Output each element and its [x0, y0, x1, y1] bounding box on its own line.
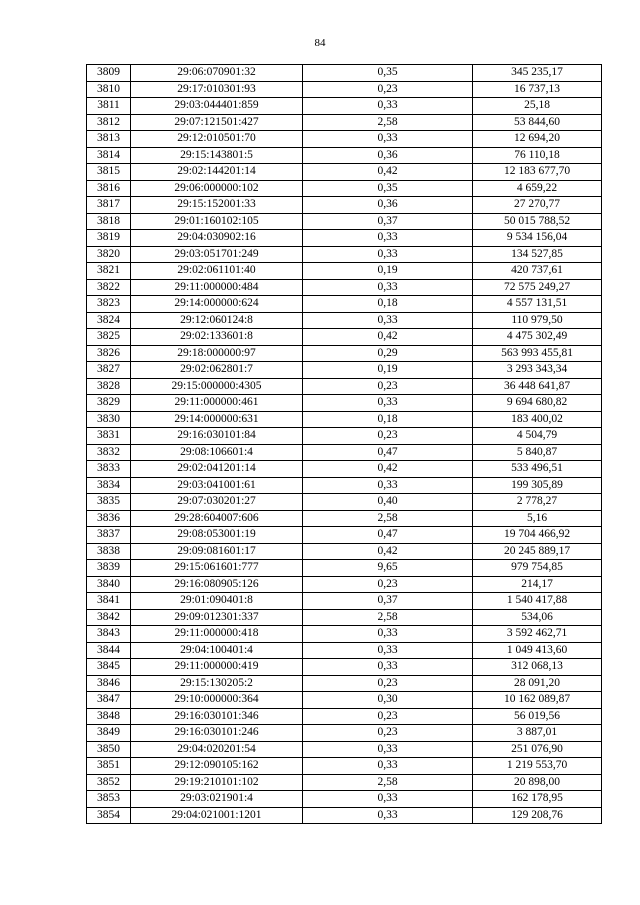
value-cell: 345 235,17	[473, 65, 602, 82]
row-number-cell: 3816	[87, 180, 131, 197]
table-row	[87, 345, 602, 362]
row-number-cell: 3828	[87, 378, 131, 395]
cadastral-number-cell: 29:02:144201:14	[131, 164, 303, 181]
table-row	[87, 510, 602, 527]
rate-cell: 0,33	[303, 312, 473, 329]
cadastral-number-cell: 29:01:160102:105	[131, 213, 303, 230]
table-row	[87, 659, 602, 676]
rate-cell: 2,58	[303, 114, 473, 131]
row-number-cell: 3817	[87, 197, 131, 214]
cadastral-number-cell: 29:04:030902:16	[131, 230, 303, 247]
cadastral-number-cell: 29:07:121501:427	[131, 114, 303, 131]
table-row	[87, 527, 602, 544]
rate-cell: 0,33	[303, 279, 473, 296]
row-number-cell: 3810	[87, 81, 131, 98]
cadastral-number-cell: 29:11:000000:461	[131, 395, 303, 412]
rate-cell: 0,23	[303, 675, 473, 692]
cadastral-number-cell: 29:08:053001:19	[131, 527, 303, 544]
cadastral-table	[86, 64, 602, 824]
row-number-cell: 3820	[87, 246, 131, 263]
table-row	[87, 774, 602, 791]
value-cell: 10 162 089,87	[473, 692, 602, 709]
rate-cell: 0,19	[303, 362, 473, 379]
row-number-cell: 3819	[87, 230, 131, 247]
table-row	[87, 246, 602, 263]
table-row	[87, 741, 602, 758]
row-number-cell: 3853	[87, 791, 131, 808]
row-number-cell: 3850	[87, 741, 131, 758]
row-number-cell: 3848	[87, 708, 131, 725]
value-cell: 72 575 249,27	[473, 279, 602, 296]
rate-cell: 0,33	[303, 741, 473, 758]
value-cell: 25,18	[473, 98, 602, 115]
rate-cell: 0,42	[303, 164, 473, 181]
value-cell: 129 208,76	[473, 807, 602, 824]
rate-cell: 2,58	[303, 609, 473, 626]
table-row	[87, 131, 602, 148]
rate-cell: 0,33	[303, 659, 473, 676]
cadastral-number-cell: 29:18:000000:97	[131, 345, 303, 362]
table-row	[87, 147, 602, 164]
row-number-cell: 3854	[87, 807, 131, 824]
cadastral-number-cell: 29:11:000000:419	[131, 659, 303, 676]
rate-cell: 0,35	[303, 65, 473, 82]
value-cell: 36 448 641,87	[473, 378, 602, 395]
value-cell: 28 091,20	[473, 675, 602, 692]
row-number-cell: 3831	[87, 428, 131, 445]
rate-cell: 0,23	[303, 378, 473, 395]
table-body	[87, 65, 602, 824]
cadastral-number-cell: 29:14:000000:624	[131, 296, 303, 313]
row-number-cell: 3844	[87, 642, 131, 659]
value-cell: 199 305,89	[473, 477, 602, 494]
cadastral-number-cell: 29:04:020201:54	[131, 741, 303, 758]
rate-cell: 0,18	[303, 411, 473, 428]
value-cell: 5 840,87	[473, 444, 602, 461]
rate-cell: 0,23	[303, 725, 473, 742]
table-row	[87, 791, 602, 808]
table-row	[87, 428, 602, 445]
cadastral-number-cell: 29:10:000000:364	[131, 692, 303, 709]
row-number-cell: 3836	[87, 510, 131, 527]
row-number-cell: 3834	[87, 477, 131, 494]
table-row	[87, 461, 602, 478]
table-row	[87, 197, 602, 214]
table-row	[87, 263, 602, 280]
row-number-cell: 3846	[87, 675, 131, 692]
value-cell: 27 270,77	[473, 197, 602, 214]
table-row	[87, 494, 602, 511]
value-cell: 12 694,20	[473, 131, 602, 148]
value-cell: 5,16	[473, 510, 602, 527]
table-row	[87, 378, 602, 395]
table-row	[87, 807, 602, 824]
cadastral-number-cell: 29:08:106601:4	[131, 444, 303, 461]
value-cell: 979 754,85	[473, 560, 602, 577]
value-cell: 56 019,56	[473, 708, 602, 725]
value-cell: 534,06	[473, 609, 602, 626]
value-cell: 3 592 462,71	[473, 626, 602, 643]
cadastral-number-cell: 29:01:090401:8	[131, 593, 303, 610]
cadastral-number-cell: 29:03:041001:61	[131, 477, 303, 494]
cadastral-number-cell: 29:11:000000:484	[131, 279, 303, 296]
cadastral-number-cell: 29:02:061101:40	[131, 263, 303, 280]
table-row	[87, 609, 602, 626]
table-row	[87, 98, 602, 115]
row-number-cell: 3833	[87, 461, 131, 478]
row-number-cell: 3813	[87, 131, 131, 148]
table-row	[87, 543, 602, 560]
value-cell: 214,17	[473, 576, 602, 593]
value-cell: 9 534 156,04	[473, 230, 602, 247]
cadastral-number-cell: 29:15:152001:33	[131, 197, 303, 214]
cadastral-number-cell: 29:16:030101:346	[131, 708, 303, 725]
value-cell: 134 527,85	[473, 246, 602, 263]
value-cell: 4 557 131,51	[473, 296, 602, 313]
cadastral-number-cell: 29:17:010301:93	[131, 81, 303, 98]
table-row	[87, 758, 602, 775]
table-row	[87, 444, 602, 461]
value-cell: 1 540 417,88	[473, 593, 602, 610]
table-row	[87, 362, 602, 379]
value-cell: 3 293 343,34	[473, 362, 602, 379]
rate-cell: 0,18	[303, 296, 473, 313]
row-number-cell: 3822	[87, 279, 131, 296]
table-row	[87, 411, 602, 428]
table-row	[87, 675, 602, 692]
table-row	[87, 642, 602, 659]
value-cell: 19 704 466,92	[473, 527, 602, 544]
cadastral-number-cell: 29:15:143801:5	[131, 147, 303, 164]
rate-cell: 0,33	[303, 98, 473, 115]
table-row	[87, 708, 602, 725]
value-cell: 162 178,95	[473, 791, 602, 808]
cadastral-number-cell: 29:12:010501:70	[131, 131, 303, 148]
row-number-cell: 3812	[87, 114, 131, 131]
page-number: 84	[314, 37, 326, 49]
cadastral-number-cell: 29:04:021001:1201	[131, 807, 303, 824]
table-row	[87, 593, 602, 610]
table-row	[87, 81, 602, 98]
rate-cell: 0,33	[303, 791, 473, 808]
table-row	[87, 114, 602, 131]
cadastral-number-cell: 29:14:000000:631	[131, 411, 303, 428]
table-row	[87, 692, 602, 709]
value-cell: 312 068,13	[473, 659, 602, 676]
cadastral-number-cell: 29:02:041201:14	[131, 461, 303, 478]
cadastral-number-cell: 29:16:030101:84	[131, 428, 303, 445]
rate-cell: 0,23	[303, 428, 473, 445]
row-number-cell: 3825	[87, 329, 131, 346]
rate-cell: 0,33	[303, 626, 473, 643]
cadastral-number-cell: 29:03:051701:249	[131, 246, 303, 263]
rate-cell: 0,37	[303, 213, 473, 230]
value-cell: 20 245 889,17	[473, 543, 602, 560]
rate-cell: 0,33	[303, 477, 473, 494]
table-row	[87, 312, 602, 329]
row-number-cell: 3821	[87, 263, 131, 280]
cadastral-number-cell: 29:07:030201:27	[131, 494, 303, 511]
value-cell: 4 504,79	[473, 428, 602, 445]
value-cell: 563 993 455,81	[473, 345, 602, 362]
value-cell: 50 015 788,52	[473, 213, 602, 230]
row-number-cell: 3841	[87, 593, 131, 610]
row-number-cell: 3827	[87, 362, 131, 379]
row-number-cell: 3814	[87, 147, 131, 164]
rate-cell: 0,40	[303, 494, 473, 511]
cadastral-number-cell: 29:12:090105:162	[131, 758, 303, 775]
cadastral-number-cell: 29:12:060124:8	[131, 312, 303, 329]
row-number-cell: 3849	[87, 725, 131, 742]
cadastral-number-cell: 29:09:081601:17	[131, 543, 303, 560]
cadastral-number-cell: 29:15:000000:4305	[131, 378, 303, 395]
value-cell: 251 076,90	[473, 741, 602, 758]
table-row	[87, 329, 602, 346]
rate-cell: 0,36	[303, 197, 473, 214]
cadastral-number-cell: 29:06:070901:32	[131, 65, 303, 82]
rate-cell: 0,33	[303, 807, 473, 824]
rate-cell: 0,23	[303, 576, 473, 593]
table-row	[87, 65, 602, 82]
cadastral-number-cell: 29:28:604007:606	[131, 510, 303, 527]
row-number-cell: 3847	[87, 692, 131, 709]
row-number-cell: 3809	[87, 65, 131, 82]
row-number-cell: 3842	[87, 609, 131, 626]
cadastral-number-cell: 29:02:062801:7	[131, 362, 303, 379]
value-cell: 53 844,60	[473, 114, 602, 131]
rate-cell: 0,33	[303, 758, 473, 775]
row-number-cell: 3837	[87, 527, 131, 544]
table-row	[87, 576, 602, 593]
cadastral-number-cell: 29:16:030101:246	[131, 725, 303, 742]
rate-cell: 9,65	[303, 560, 473, 577]
rate-cell: 2,58	[303, 774, 473, 791]
value-cell: 76 110,18	[473, 147, 602, 164]
rate-cell: 0,47	[303, 527, 473, 544]
row-number-cell: 3835	[87, 494, 131, 511]
cadastral-number-cell: 29:15:130205:2	[131, 675, 303, 692]
cadastral-number-cell: 29:06:000000:102	[131, 180, 303, 197]
rate-cell: 0,42	[303, 543, 473, 560]
table-row	[87, 296, 602, 313]
rate-cell: 0,35	[303, 180, 473, 197]
row-number-cell: 3838	[87, 543, 131, 560]
table-row	[87, 725, 602, 742]
value-cell: 4 659,22	[473, 180, 602, 197]
table-row	[87, 230, 602, 247]
rate-cell: 0,33	[303, 131, 473, 148]
table-row	[87, 626, 602, 643]
rate-cell: 0,47	[303, 444, 473, 461]
rate-cell: 0,33	[303, 642, 473, 659]
row-number-cell: 3840	[87, 576, 131, 593]
cadastral-number-cell: 29:03:021901:4	[131, 791, 303, 808]
rate-cell: 0,29	[303, 345, 473, 362]
rate-cell: 0,33	[303, 230, 473, 247]
rate-cell: 0,33	[303, 246, 473, 263]
value-cell: 9 694 680,82	[473, 395, 602, 412]
value-cell: 4 475 302,49	[473, 329, 602, 346]
cadastral-number-cell: 29:15:061601:777	[131, 560, 303, 577]
table-row	[87, 560, 602, 577]
rate-cell: 0,30	[303, 692, 473, 709]
cadastral-number-cell: 29:03:044401:859	[131, 98, 303, 115]
row-number-cell: 3832	[87, 444, 131, 461]
row-number-cell: 3839	[87, 560, 131, 577]
rate-cell: 0,42	[303, 461, 473, 478]
rate-cell: 2,58	[303, 510, 473, 527]
table-row	[87, 477, 602, 494]
rate-cell: 0,19	[303, 263, 473, 280]
rate-cell: 0,37	[303, 593, 473, 610]
cadastral-number-cell: 29:09:012301:337	[131, 609, 303, 626]
cadastral-number-cell: 29:11:000000:418	[131, 626, 303, 643]
cadastral-number-cell: 29:04:100401:4	[131, 642, 303, 659]
row-number-cell: 3851	[87, 758, 131, 775]
value-cell: 110 979,50	[473, 312, 602, 329]
row-number-cell: 3852	[87, 774, 131, 791]
rate-cell: 0,33	[303, 395, 473, 412]
rate-cell: 0,23	[303, 708, 473, 725]
table-row	[87, 213, 602, 230]
row-number-cell: 3843	[87, 626, 131, 643]
table-row	[87, 279, 602, 296]
value-cell: 533 496,51	[473, 461, 602, 478]
rate-cell: 0,23	[303, 81, 473, 98]
row-number-cell: 3830	[87, 411, 131, 428]
value-cell: 12 183 677,70	[473, 164, 602, 181]
rate-cell: 0,42	[303, 329, 473, 346]
table-row	[87, 164, 602, 181]
rate-cell: 0,36	[303, 147, 473, 164]
row-number-cell: 3829	[87, 395, 131, 412]
value-cell: 20 898,00	[473, 774, 602, 791]
row-number-cell: 3826	[87, 345, 131, 362]
row-number-cell: 3823	[87, 296, 131, 313]
row-number-cell: 3824	[87, 312, 131, 329]
cadastral-number-cell: 29:16:080905:126	[131, 576, 303, 593]
row-number-cell: 3818	[87, 213, 131, 230]
value-cell: 3 887,01	[473, 725, 602, 742]
value-cell: 1 049 413,60	[473, 642, 602, 659]
value-cell: 183 400,02	[473, 411, 602, 428]
value-cell: 16 737,13	[473, 81, 602, 98]
value-cell: 1 219 553,70	[473, 758, 602, 775]
row-number-cell: 3845	[87, 659, 131, 676]
table-row	[87, 180, 602, 197]
cadastral-number-cell: 29:19:210101:102	[131, 774, 303, 791]
row-number-cell: 3811	[87, 98, 131, 115]
cadastral-number-cell: 29:02:133601:8	[131, 329, 303, 346]
value-cell: 420 737,61	[473, 263, 602, 280]
value-cell: 2 778,27	[473, 494, 602, 511]
table-row	[87, 395, 602, 412]
row-number-cell: 3815	[87, 164, 131, 181]
